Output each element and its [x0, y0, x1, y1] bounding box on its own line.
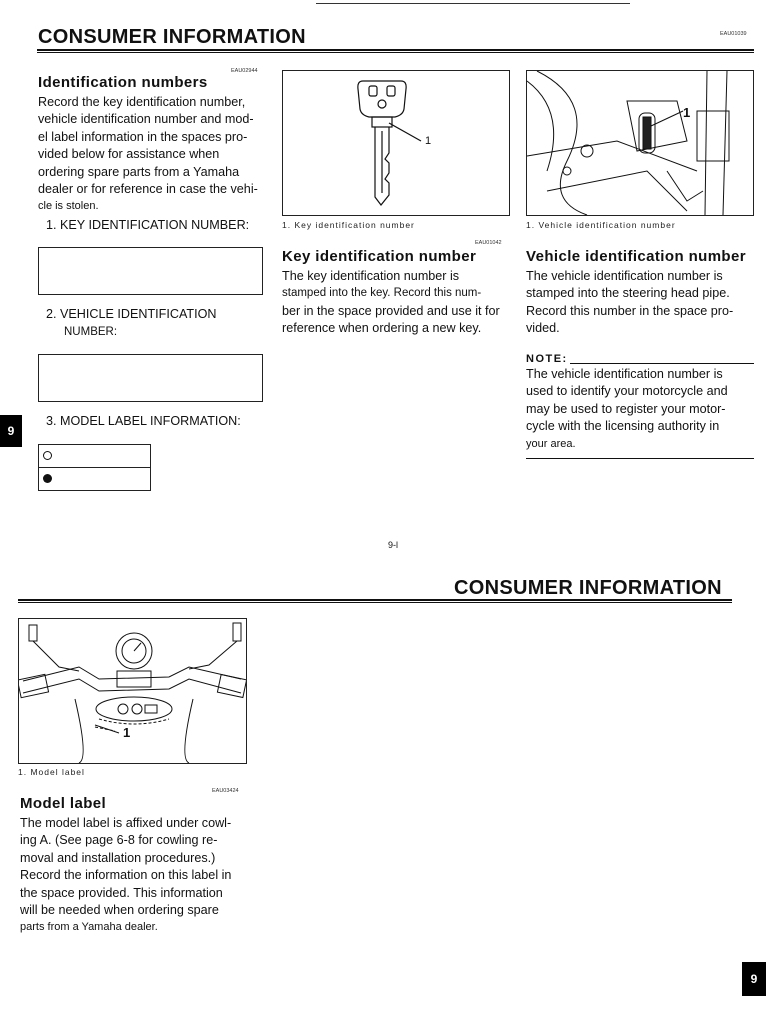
section-title-model-label: Model label [20, 795, 107, 812]
key-figure-caption: 1. Key identification number [282, 220, 415, 230]
text-line: stamped into the key. Record this num- [282, 287, 482, 300]
text-line: vehicle identification number and mod- [38, 112, 254, 127]
key-figure [282, 70, 510, 216]
key-callout: 1 [425, 135, 432, 147]
header-code: EAU01039 [720, 31, 747, 37]
text-line: cycle with the licensing authority in [526, 419, 720, 434]
section-title-identification: Identification numbers [38, 74, 208, 91]
text-line: ordering spare parts from a Yamaha [38, 164, 240, 179]
vin-paragraph [526, 268, 752, 338]
model-label-figure-caption: 1. Model label [18, 767, 85, 777]
text-line: The vehicle identification number is [526, 367, 723, 381]
text-line: ber in the space provided and use it for [282, 303, 500, 318]
page2-header-rule [18, 599, 732, 603]
page-header: CONSUMER INFORMATION [38, 26, 306, 48]
section-title-vin: Vehicle identification number [526, 248, 746, 265]
text-line: The model label is affixed under cowl- [20, 816, 232, 830]
text-line: moval and installation procedures.) [20, 850, 216, 865]
text-line: dealer or for reference in case the vehi- [38, 182, 258, 197]
model-section-code: EAU03424 [212, 788, 239, 794]
text-line: will be needed when ordering spare [20, 903, 219, 918]
note-rule-bottom [526, 458, 754, 459]
text-line: reference when ordering a new key. [282, 321, 482, 336]
note-paragraph [526, 366, 754, 453]
vin-figure-caption: 1. Vehicle identification number [526, 220, 676, 230]
vehicle-number-label-a: 2. VEHICLE IDENTIFICATION [46, 307, 217, 321]
vehicle-number-field[interactable] [38, 354, 263, 402]
vehicle-number-label-b: NUMBER: [64, 326, 118, 338]
text-line: Record the key identification number, [38, 95, 246, 109]
steering-head-illustration [527, 71, 753, 215]
text-line: Record this number in the space pro- [526, 303, 734, 318]
text-line: The key identification number is [282, 269, 460, 283]
model-label-callout: 1 [123, 725, 131, 740]
key-paragraph [282, 268, 508, 338]
text-line: may be used to register your motor- [526, 401, 726, 416]
section-code: EAU02944 [231, 68, 258, 74]
key-illustration [283, 71, 509, 215]
text-line: cle is stolen. [38, 200, 99, 213]
top-rule [316, 3, 630, 4]
text-line: used to identify your motorcycle and [526, 384, 728, 399]
text-line: el label information in the spaces pro- [38, 129, 248, 144]
key-section-code: EAU01042 [475, 240, 502, 246]
chapter-tab: 9 [0, 415, 22, 447]
model-label-paragraph [20, 815, 244, 937]
note-title: NOTE: [526, 353, 568, 365]
text-line: parts from a Yamaha dealer. [20, 921, 158, 934]
text-line: ing A. (See page 6-8 for cowling re- [20, 833, 218, 848]
text-line: the space provided. This information [20, 885, 223, 900]
text-line: The vehicle identification number is [526, 269, 723, 283]
vin-callout: 1 [683, 105, 691, 120]
page-number: 9-l [388, 540, 399, 550]
text-line: stamped into the steering head pipe. [526, 286, 730, 301]
model-label-info-label: 3. MODEL LABEL INFORMATION: [46, 414, 241, 428]
text-line: vided. [526, 321, 560, 336]
model-label-field[interactable] [38, 444, 151, 491]
vin-figure [526, 70, 754, 216]
text-line: your area. [526, 437, 576, 450]
key-number-field[interactable] [38, 247, 263, 295]
section-title-key: Key identification number [282, 248, 477, 265]
text-line: vided below for assistance when [38, 147, 220, 162]
key-number-label: 1. KEY IDENTIFICATION NUMBER: [46, 218, 250, 232]
text-line: Record the information on this label in [20, 868, 232, 883]
header-rule [37, 49, 754, 53]
hollow-circle-icon [43, 451, 52, 460]
handlebar-illustration [19, 619, 246, 763]
note-rule-top [570, 363, 754, 364]
identification-paragraph [38, 94, 263, 216]
page2-header: CONSUMER INFORMATION [454, 577, 722, 599]
model-label-figure [18, 618, 247, 764]
filled-circle-icon [43, 474, 52, 483]
page2-chapter-tab: 9 [742, 962, 766, 996]
